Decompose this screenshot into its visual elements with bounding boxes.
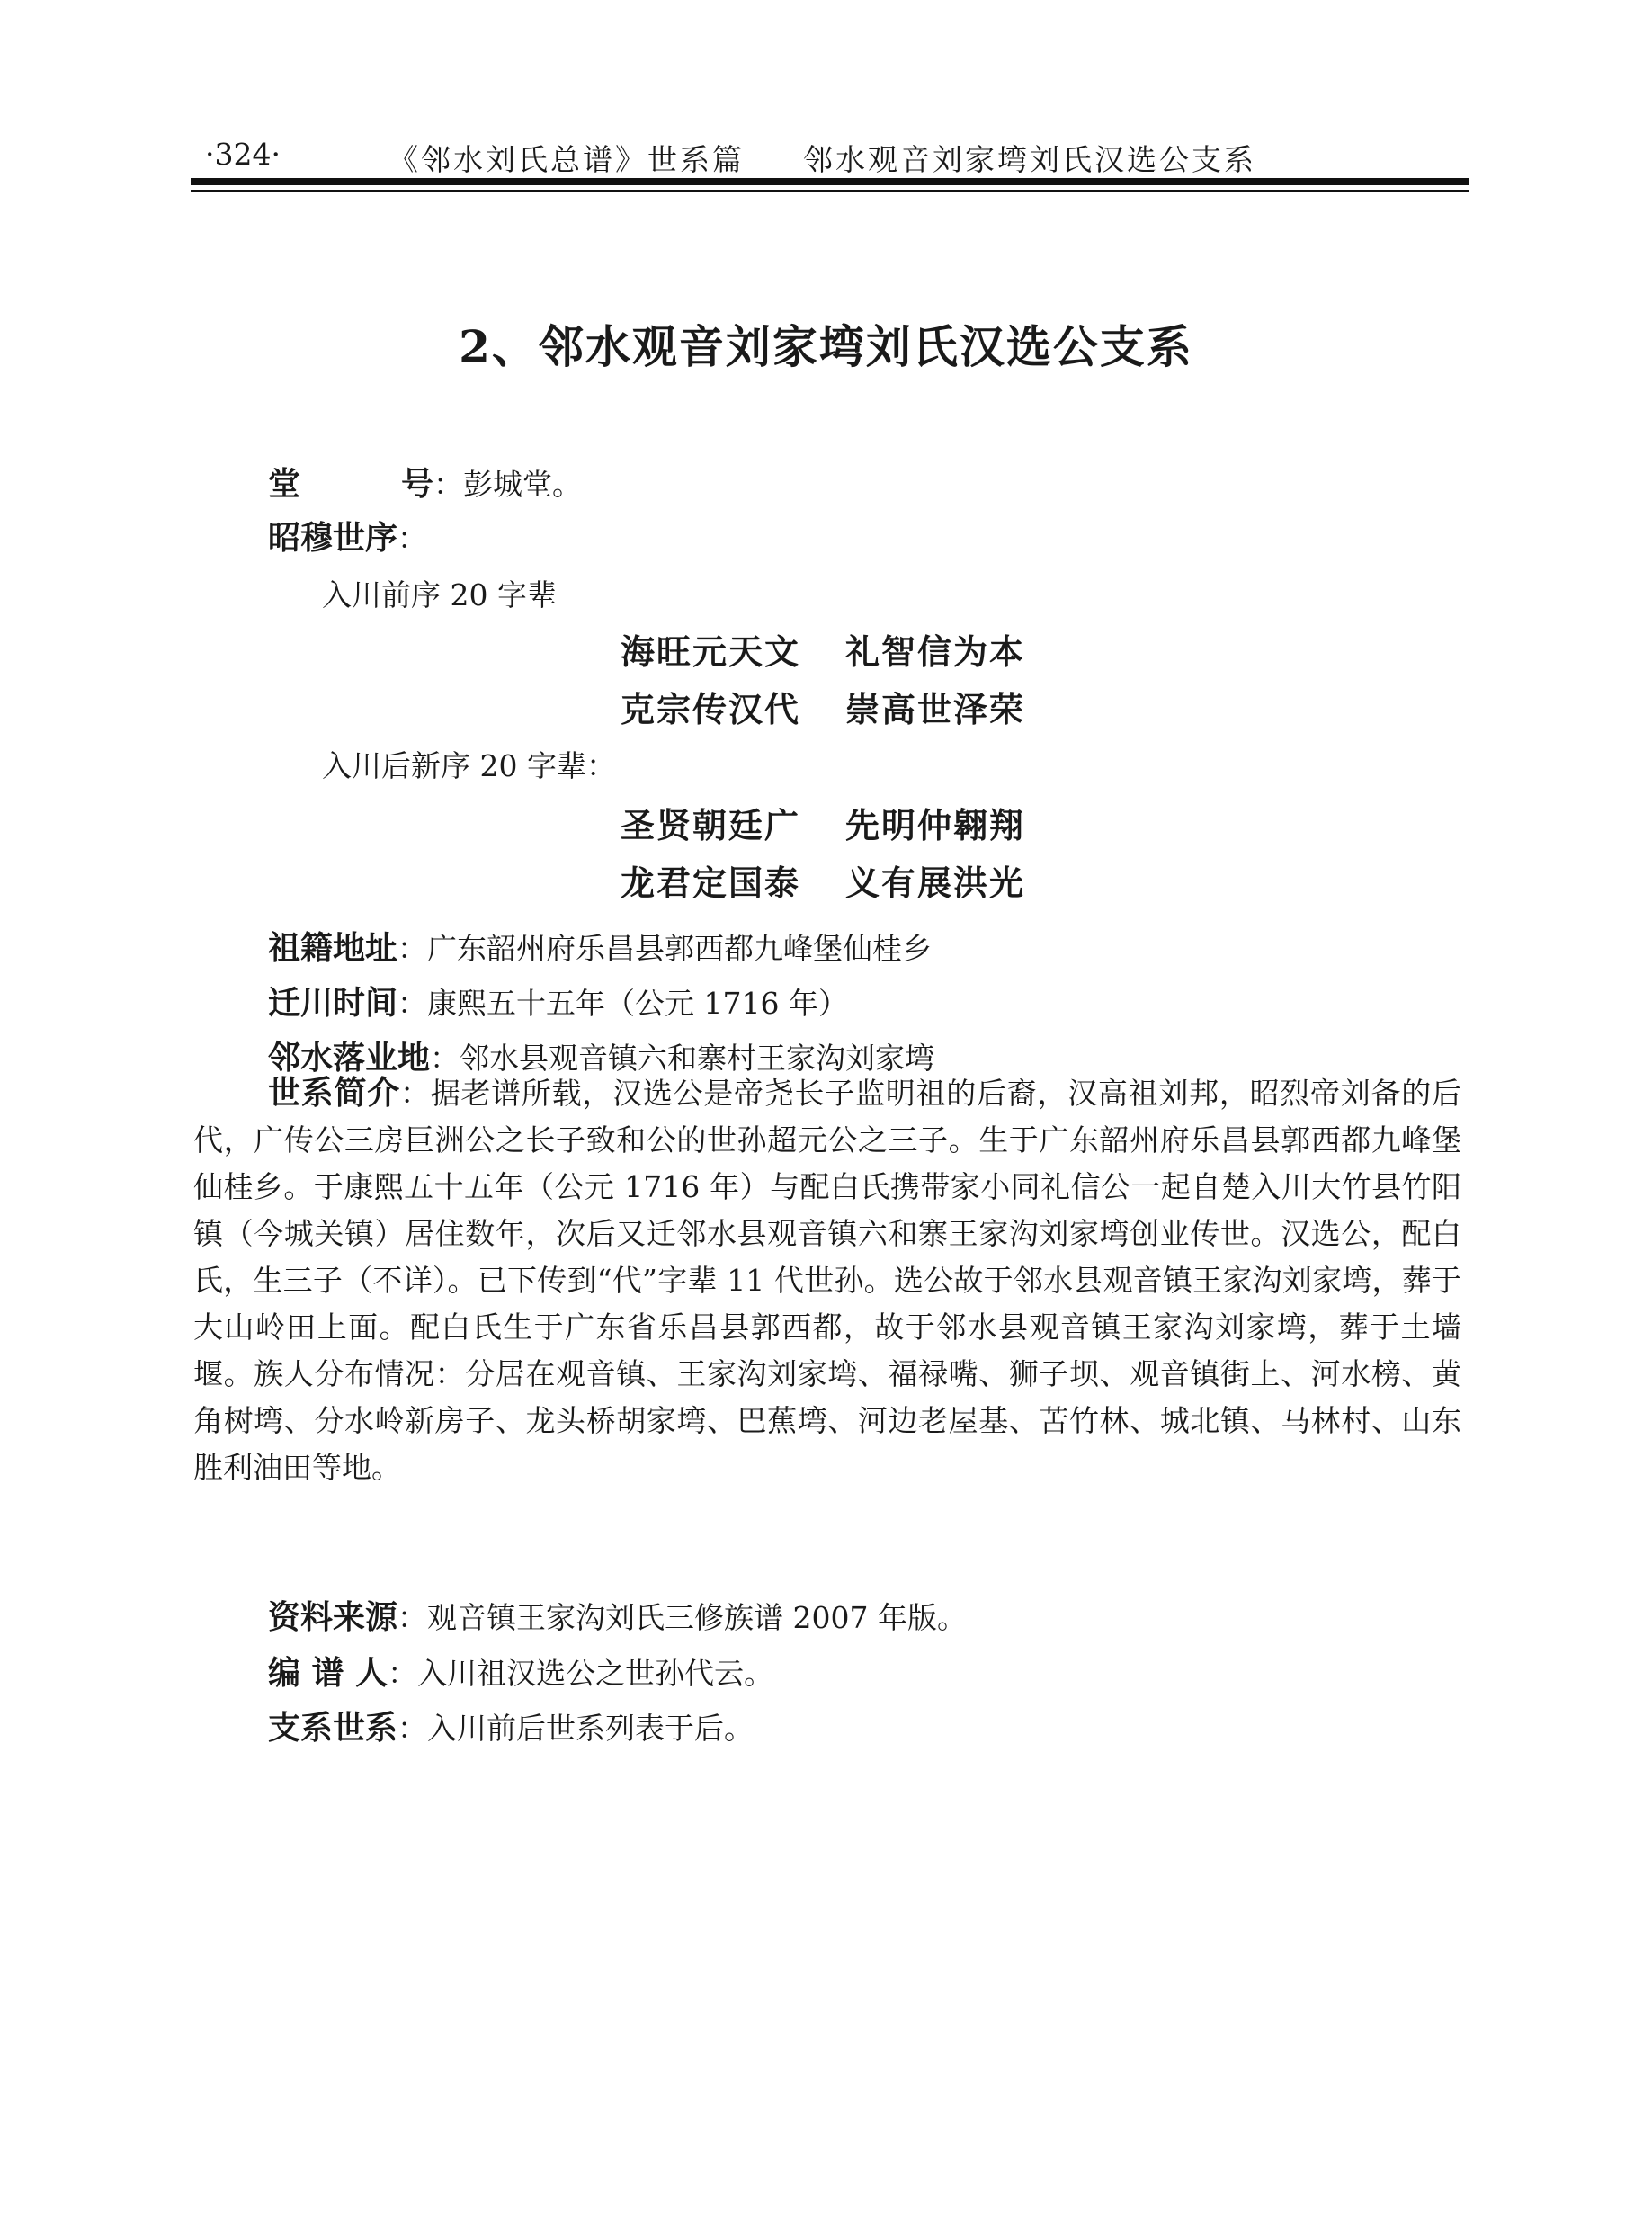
generation-line-after-1a: 圣贤朝廷广 xyxy=(621,806,801,845)
hall-label-last: 号 xyxy=(401,466,434,503)
branch-tables-label: 支系世系 xyxy=(268,1710,398,1747)
origin-row xyxy=(268,923,932,969)
generation-line-before-2b: 崇高世泽荣 xyxy=(845,690,1026,729)
branch-tables-value: ：入川前后世系列表于后。 xyxy=(397,1711,755,1746)
page-number: ·324· xyxy=(205,137,281,172)
intro-label: 世系简介 xyxy=(268,1075,400,1112)
hall-value: ：彭城堂。 xyxy=(433,467,583,502)
hall-row xyxy=(268,459,582,505)
generation-note-before: 入川前序 20 字辈 xyxy=(322,577,557,612)
hall-label-first: 堂 xyxy=(268,466,301,503)
migration-row xyxy=(268,978,848,1024)
section-title: 2、邻水观音刘家塆刘氏汉选公支系 xyxy=(459,320,1193,373)
zhaomu-label: 昭穆世序 xyxy=(268,520,398,557)
generation-line-after-2a: 龙君定国泰 xyxy=(621,863,801,903)
settlement-value: ：邻水县观音镇六和寨村王家沟刘家塆 xyxy=(430,1041,935,1076)
book-title: 《邻水刘氏总谱》世系篇 xyxy=(388,142,745,177)
compiler-value: ：入川祖汉选公之世孙代云。 xyxy=(388,1656,774,1691)
migration-value: ：康熙五十五年（公元 1716 年） xyxy=(397,986,848,1021)
migration-label: 迁川时间 xyxy=(268,985,398,1022)
intro-paragraph xyxy=(193,1070,1461,1491)
hall-label xyxy=(268,466,433,503)
header-rule-thick xyxy=(191,178,1469,185)
intro-text: ：据老谱所载，汉选公是帝尧长子监明祖的后裔，汉高祖刘邦，昭烈帝刘备的后代，广传公三房巨洲公之长子致和公的世孙超元公之三子。生于广东韶州府乐昌县郭西都九峰堡仙桂乡。于康熙五十五年（公元 1716 年）与配白氏携带家小同礼信公一起自楚入川大竹县竹阳镇（今城关镇）居住数年，次后又迁邻水县观音镇六和寨王家沟刘家塆创业传世。汉选公，配白氏，生三子（不详）。已下传到“代”字辈 11 代世孙。选公故于邻水县观音镇王家沟刘家塆，葬于大山岭田上面。配白氏生于广东省乐昌县郭西都，故于邻水县观音镇王家沟刘家塆，葬于土墙堰。族人分布情况：分居在观音镇、王家沟刘家塆、福禄嘴、狮子坝、观音镇街上、河水榜、黄角树塆、分水岭新房子、龙头桥胡家塆、巴蕉塆、河边老屋基、苦竹林、城北镇、马林村、山东胜利油田等地。 xyxy=(193,1076,1461,1485)
generation-line-before-1a: 海旺元天文 xyxy=(621,632,801,672)
generation-line-before-1b: 礼智信为本 xyxy=(845,632,1026,672)
settlement-label: 邻水落业地 xyxy=(268,1040,431,1077)
source-value: ：观音镇王家沟刘氏三修族谱 2007 年版。 xyxy=(397,1600,967,1635)
branch-header: 邻水观音刘家塆刘氏汉选公支系 xyxy=(803,142,1256,177)
generation-note-after: 入川后新序 20 字辈： xyxy=(322,748,616,783)
origin-label: 祖籍地址 xyxy=(268,930,398,967)
generation-line-after-2b: 义有展洪光 xyxy=(845,863,1026,903)
compiler-row xyxy=(268,1648,773,1694)
generation-line-after-1b: 先明仲翱翔 xyxy=(845,806,1026,845)
branch-tables-row xyxy=(268,1703,754,1748)
zhaomu-colon: ： xyxy=(397,521,428,556)
compiler-label: 编 谱 人 xyxy=(268,1655,388,1692)
zhaomu-row xyxy=(268,513,427,559)
source-label: 资料来源 xyxy=(268,1599,398,1636)
header-rule-thin xyxy=(191,190,1469,192)
source-row xyxy=(268,1592,967,1638)
generation-line-before-2a: 克宗传汉代 xyxy=(621,690,801,729)
origin-value: ：广东韶州府乐昌县郭西都九峰堡仙桂乡 xyxy=(397,931,933,966)
